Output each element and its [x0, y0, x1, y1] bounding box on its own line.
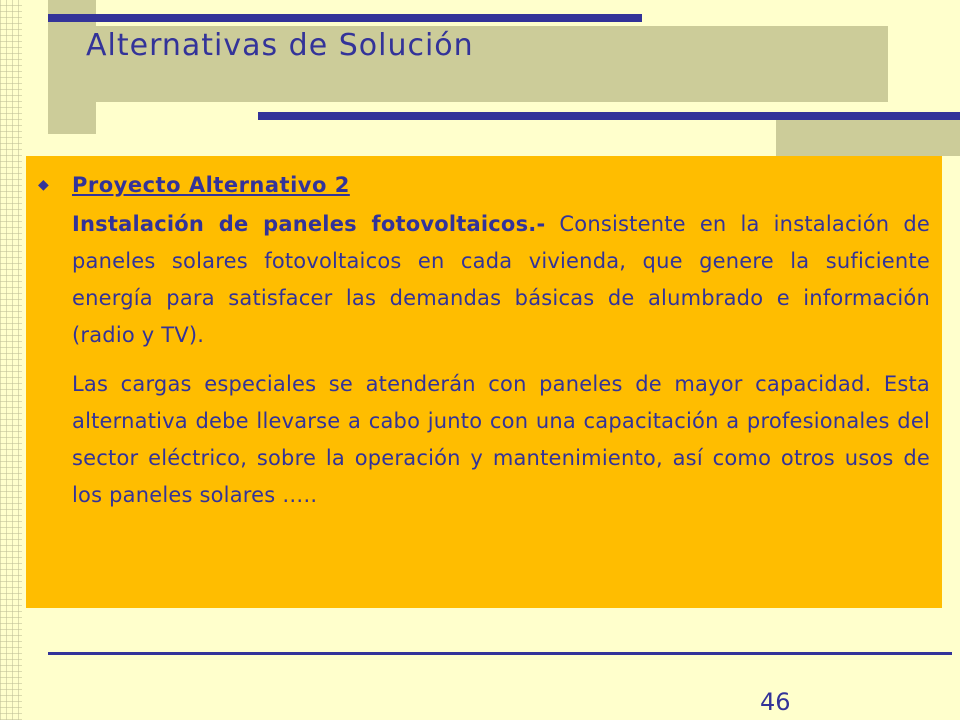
section-heading: Proyecto Alternativo 2 — [72, 173, 350, 197]
paragraph-1-body: Consistente en la instalación de paneles solares fotovoltaicos en cada vivienda, que genere la suficiente energía para satisfacer las demandas básicas de alumbrado e información (radio y TV). — [72, 212, 930, 347]
footer-divider — [48, 652, 952, 655]
content-box — [26, 156, 942, 608]
decor-right-block — [776, 120, 960, 156]
decor-middle-line — [258, 112, 960, 120]
paragraph-1-lead: Instalación de paneles fotovoltaicos.- — [72, 212, 546, 236]
slide-title: Alternativas de Solución — [86, 28, 474, 63]
diamond-bullet-icon: ◆ — [38, 177, 49, 193]
section-heading-row — [38, 168, 930, 202]
paragraph-2: Las cargas especiales se atenderán con paneles de mayor capacidad. Esta alternativa debe llevarse a cabo junto con una capacitación a profesionales del sector eléctrico, sobre la operación y mantenimiento, así como otros usos de los paneles solares ….. — [72, 372, 930, 507]
decor-top-line — [48, 14, 642, 22]
page-number: 46 — [760, 688, 791, 716]
paragraph-1 — [72, 206, 930, 354]
left-grid-pattern — [0, 0, 22, 720]
